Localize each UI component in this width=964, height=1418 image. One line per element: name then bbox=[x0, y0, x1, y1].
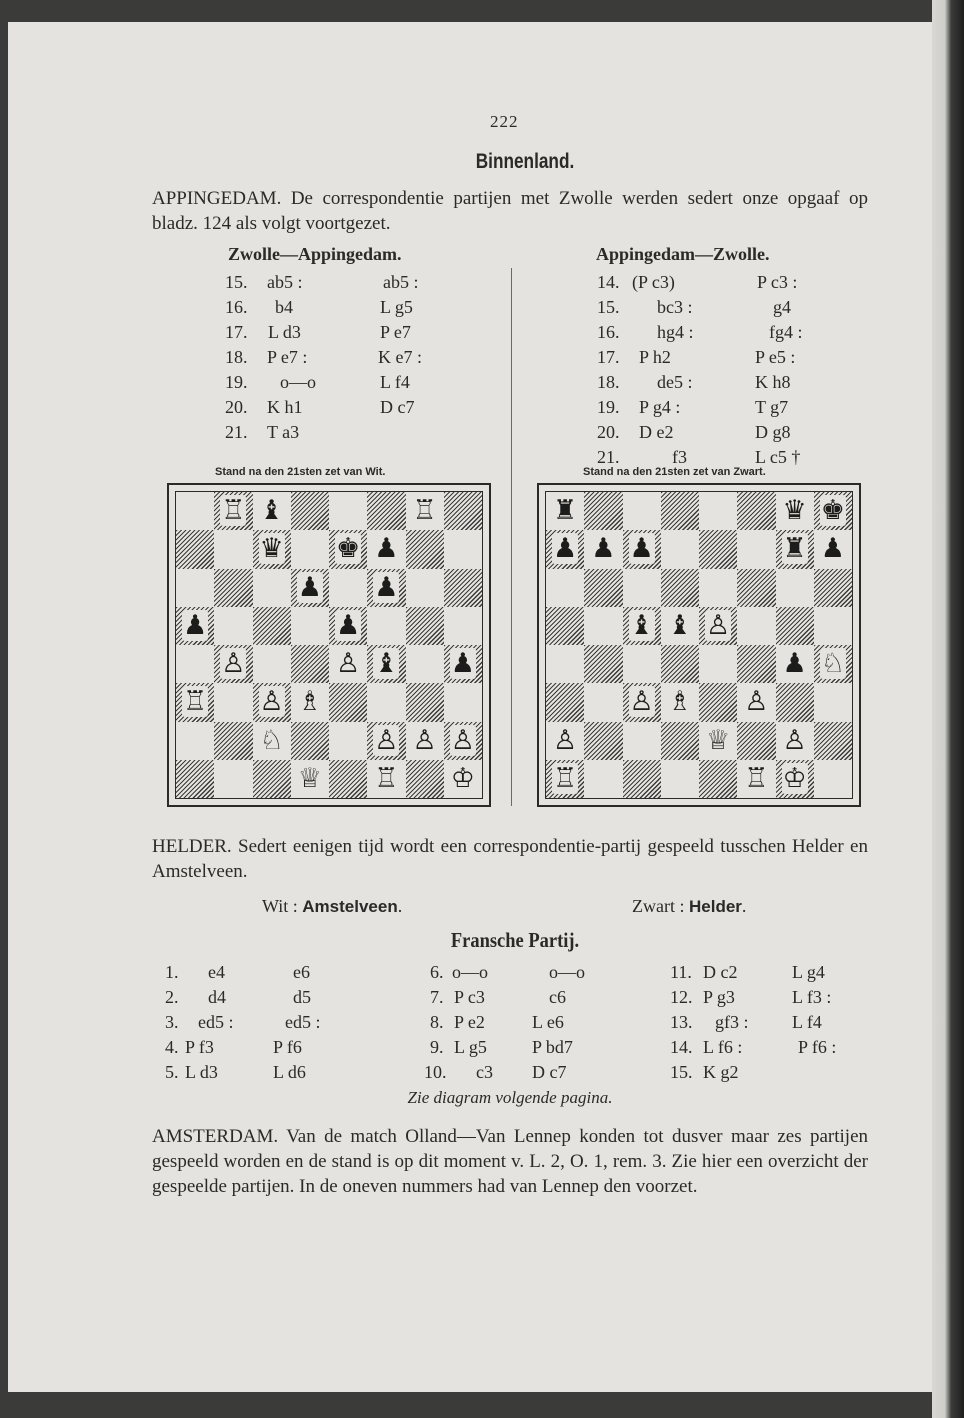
board-square bbox=[214, 722, 252, 760]
board-square bbox=[776, 569, 814, 607]
board-square bbox=[661, 645, 699, 683]
board-square bbox=[406, 607, 444, 645]
board-square bbox=[584, 569, 622, 607]
black-pawn-icon: ♟ bbox=[450, 648, 475, 679]
board-square bbox=[584, 645, 622, 683]
amsterdam-text: Van de match Olland—Van Lennep konden tot dusver maar zes partijen gespeeld worden en de stand is op dit moment v. L. 2, O. 1, rem. 3. Zie hier een overzicht der gespeelde partijen. In de oneven nummers had van Lennep den voorzet. bbox=[152, 1126, 868, 1197]
board-square bbox=[329, 492, 367, 530]
black-pawn-icon: ♟ bbox=[336, 609, 361, 641]
white-pawn-icon: ♙ bbox=[374, 724, 399, 756]
move-row: 7. P c3 c6 bbox=[430, 987, 566, 1007]
board-square bbox=[214, 607, 252, 645]
move-row: 21. f3 L c5 † bbox=[597, 447, 801, 467]
section-title: Binnenland. bbox=[475, 150, 575, 173]
board-square bbox=[584, 722, 622, 760]
black-queen-icon: ♛ bbox=[782, 495, 807, 526]
board-square bbox=[584, 683, 622, 721]
move-row: 1. e4 e6 bbox=[165, 962, 310, 982]
board-square bbox=[814, 722, 852, 760]
column-divider bbox=[511, 268, 512, 806]
move-row: 12. P g3 L f3 : bbox=[670, 987, 832, 1007]
black-pawn-icon: ♟ bbox=[782, 648, 807, 679]
board-square bbox=[661, 569, 699, 607]
chess-diagram-right bbox=[537, 483, 861, 807]
black-label: Zwart : bbox=[632, 896, 685, 916]
board-square bbox=[737, 722, 775, 760]
black-bishop-icon: ♝ bbox=[667, 609, 692, 641]
helder-moves-col3 bbox=[670, 960, 870, 1085]
black-pawn-icon: ♟ bbox=[591, 533, 616, 565]
white-king-icon: ♔ bbox=[782, 762, 807, 794]
board-square bbox=[291, 607, 329, 645]
move-row: 2. d4 d5 bbox=[165, 987, 311, 1007]
board-square bbox=[329, 683, 367, 721]
board-square bbox=[444, 492, 482, 530]
right-diagram-caption: Stand na den 21sten zet van Zwart. bbox=[583, 466, 766, 478]
board-square bbox=[623, 760, 661, 798]
board-square bbox=[661, 722, 699, 760]
board-square bbox=[176, 492, 214, 530]
board-square bbox=[291, 722, 329, 760]
board-square bbox=[444, 683, 482, 721]
board-square bbox=[546, 683, 584, 721]
move-row: 21. T a3 bbox=[225, 422, 300, 442]
appingedam-paragraph bbox=[152, 186, 868, 236]
white-queen-icon: ♕ bbox=[297, 762, 322, 794]
chess-diagram-left bbox=[167, 483, 491, 807]
board-square bbox=[406, 683, 444, 721]
white-knight-icon: ♘ bbox=[820, 648, 845, 679]
right-game-heading: Appingedam—Zwolle. bbox=[596, 244, 770, 264]
white-knight-icon: ♘ bbox=[259, 724, 284, 756]
black-player: Zwart : Helder. bbox=[632, 896, 747, 916]
move-row: 8. P e2 L e6 bbox=[430, 1012, 564, 1032]
move-row: 15. bc3 : g4 bbox=[597, 297, 791, 317]
board-square bbox=[623, 645, 661, 683]
board-square bbox=[329, 760, 367, 798]
helder-place: HELDER. bbox=[152, 836, 232, 857]
board-square bbox=[176, 645, 214, 683]
white-rook-icon: ♖ bbox=[374, 762, 399, 794]
black-bishop-icon: ♝ bbox=[259, 495, 284, 526]
move-row: 10. c3 D c7 bbox=[424, 1062, 567, 1082]
black-name: Helder bbox=[688, 897, 742, 916]
black-pawn-icon: ♟ bbox=[374, 571, 399, 603]
move-row: 15. ab5 : ab5 : bbox=[225, 272, 419, 292]
left-diagram-caption: Stand na den 21sten zet van Wit. bbox=[215, 466, 386, 478]
board-square bbox=[814, 607, 852, 645]
white-bishop-icon: ♗ bbox=[667, 686, 692, 718]
white-pawn-icon: ♙ bbox=[259, 686, 284, 718]
board-square bbox=[699, 683, 737, 721]
black-pawn-icon: ♟ bbox=[820, 533, 845, 565]
board-square bbox=[406, 530, 444, 568]
move-row: 14. (P c3) P c3 : bbox=[597, 272, 798, 292]
board-square bbox=[291, 492, 329, 530]
white-pawn-icon: ♙ bbox=[336, 648, 361, 679]
white-pawn-icon: ♙ bbox=[553, 724, 578, 756]
white-rook-icon: ♖ bbox=[183, 686, 208, 718]
board-square bbox=[406, 569, 444, 607]
white-pawn-icon: ♙ bbox=[221, 648, 246, 679]
black-king-icon: ♚ bbox=[336, 533, 361, 565]
board-square bbox=[737, 607, 775, 645]
white-name: Amstelveen bbox=[302, 897, 398, 916]
helder-moves-col2 bbox=[424, 960, 624, 1085]
board-square bbox=[699, 530, 737, 568]
black-rook-icon: ♜ bbox=[782, 533, 807, 565]
board-square bbox=[546, 569, 584, 607]
black-pawn-icon: ♟ bbox=[629, 533, 654, 565]
board-square bbox=[444, 530, 482, 568]
black-pawn-icon: ♟ bbox=[297, 571, 322, 603]
move-row: 16. hg4 : fg4 : bbox=[597, 322, 803, 342]
board-square bbox=[737, 530, 775, 568]
left-game-moves bbox=[225, 270, 465, 445]
white-rook-icon: ♖ bbox=[553, 762, 578, 794]
black-rook-icon: ♜ bbox=[553, 495, 578, 526]
board-square bbox=[623, 569, 661, 607]
move-row: 5. L d3 L d6 bbox=[165, 1062, 306, 1082]
white-label: Wit : bbox=[262, 896, 298, 916]
helder-text: Sedert eenigen tijd wordt een correspondentie-partij gespeeld tusschen Helder en Amstelveen. bbox=[152, 836, 868, 882]
white-pawn-icon: ♙ bbox=[782, 724, 807, 756]
black-bishop-icon: ♝ bbox=[374, 648, 399, 679]
white-pawn-icon: ♙ bbox=[706, 609, 731, 641]
board-square bbox=[329, 569, 367, 607]
board-square bbox=[291, 530, 329, 568]
board-square bbox=[661, 760, 699, 798]
board-square bbox=[253, 760, 291, 798]
board-square bbox=[214, 760, 252, 798]
board-square bbox=[291, 645, 329, 683]
left-game-heading: Zwolle—Appingedam. bbox=[228, 244, 402, 264]
black-bishop-icon: ♝ bbox=[629, 609, 654, 641]
white-pawn-icon: ♙ bbox=[412, 724, 437, 756]
white-pawn-icon: ♙ bbox=[629, 686, 654, 718]
black-pawn-icon: ♟ bbox=[183, 609, 208, 641]
board-square bbox=[737, 492, 775, 530]
board-square bbox=[814, 683, 852, 721]
appingedam-place: APPINGEDAM. bbox=[152, 188, 282, 209]
board-square bbox=[176, 569, 214, 607]
move-row: 4. P f3 P f6 bbox=[165, 1037, 302, 1057]
right-game-moves bbox=[597, 270, 857, 470]
black-queen-icon: ♛ bbox=[259, 533, 284, 565]
board-square bbox=[814, 760, 852, 798]
board-square bbox=[699, 760, 737, 798]
board-square bbox=[584, 760, 622, 798]
board-square bbox=[367, 607, 405, 645]
board-square bbox=[776, 683, 814, 721]
move-row: 15. K g2 bbox=[670, 1062, 739, 1082]
board-square bbox=[253, 645, 291, 683]
board-square bbox=[367, 683, 405, 721]
amsterdam-place: AMSTERDAM. bbox=[152, 1126, 279, 1147]
page-number: 222 bbox=[490, 112, 519, 131]
white-player: Wit : Amstelveen. bbox=[262, 896, 403, 916]
board-square bbox=[406, 645, 444, 683]
board-square bbox=[367, 492, 405, 530]
board-square bbox=[546, 607, 584, 645]
white-rook-icon: ♖ bbox=[412, 495, 437, 526]
move-row: 16. b4 L g5 bbox=[225, 297, 413, 317]
white-king-icon: ♔ bbox=[450, 762, 475, 794]
move-row: 20. K h1 D c7 bbox=[225, 397, 415, 417]
board-square bbox=[329, 722, 367, 760]
move-row: 17. P h2 P e5 : bbox=[597, 347, 796, 367]
white-queen-icon: ♕ bbox=[706, 724, 731, 756]
amsterdam-paragraph bbox=[152, 1124, 868, 1199]
board-square bbox=[699, 645, 737, 683]
move-row: 19. o—o L f4 bbox=[225, 372, 410, 392]
move-row: 18. P e7 : K e7 : bbox=[225, 347, 422, 367]
black-pawn-icon: ♟ bbox=[553, 533, 578, 565]
board-square bbox=[737, 645, 775, 683]
move-row: 20. D e2 D g8 bbox=[597, 422, 791, 442]
board-square bbox=[406, 760, 444, 798]
board-square bbox=[214, 530, 252, 568]
board-square bbox=[814, 569, 852, 607]
move-row: 18. de5 : K h8 bbox=[597, 372, 791, 392]
appingedam-text: De correspondentie partijen met Zwolle werden sedert onze opgaaf op bladz. 124 als volgt voortgezet. bbox=[152, 188, 868, 234]
black-pawn-icon: ♟ bbox=[374, 533, 399, 565]
board-square bbox=[661, 530, 699, 568]
helder-paragraph bbox=[152, 834, 868, 884]
move-row: 19. P g4 : T g7 bbox=[597, 397, 789, 417]
board-square bbox=[214, 569, 252, 607]
move-row: 3. ed5 : ed5 : bbox=[165, 1012, 321, 1032]
board-square bbox=[444, 569, 482, 607]
board-square bbox=[176, 760, 214, 798]
board-square bbox=[253, 569, 291, 607]
page-edge bbox=[932, 0, 964, 1418]
board-square bbox=[699, 492, 737, 530]
board-square bbox=[661, 492, 699, 530]
board-square bbox=[699, 569, 737, 607]
move-row: 11. D c2 L g4 bbox=[670, 962, 825, 982]
board-square bbox=[546, 645, 584, 683]
black-king-icon: ♚ bbox=[820, 495, 845, 526]
board-square bbox=[737, 569, 775, 607]
board-square bbox=[584, 607, 622, 645]
move-row: 14. L f6 : P f6 : bbox=[670, 1037, 837, 1057]
board-square bbox=[253, 607, 291, 645]
board-square bbox=[176, 722, 214, 760]
helder-moves-col1 bbox=[165, 960, 365, 1085]
board-square bbox=[623, 722, 661, 760]
white-bishop-icon: ♗ bbox=[297, 686, 322, 718]
move-row: 13. gf3 : L f4 bbox=[670, 1012, 822, 1032]
move-row: 9. L g5 P bd7 bbox=[430, 1037, 573, 1057]
white-pawn-icon: ♙ bbox=[744, 686, 769, 718]
board-square bbox=[214, 683, 252, 721]
move-row: 17. L d3 P e7 bbox=[225, 322, 411, 342]
board-square bbox=[176, 530, 214, 568]
white-rook-icon: ♖ bbox=[221, 495, 246, 526]
white-pawn-icon: ♙ bbox=[450, 724, 475, 756]
move-row: 6. o—o o—o bbox=[430, 962, 585, 982]
diagram-note: Zie diagram volgende pagina. bbox=[407, 1088, 613, 1107]
board-square bbox=[776, 607, 814, 645]
opening-title: Fransche Partij. bbox=[450, 928, 580, 952]
board-square bbox=[584, 492, 622, 530]
board-square bbox=[444, 607, 482, 645]
white-rook-icon: ♖ bbox=[744, 762, 769, 794]
board-square bbox=[623, 492, 661, 530]
